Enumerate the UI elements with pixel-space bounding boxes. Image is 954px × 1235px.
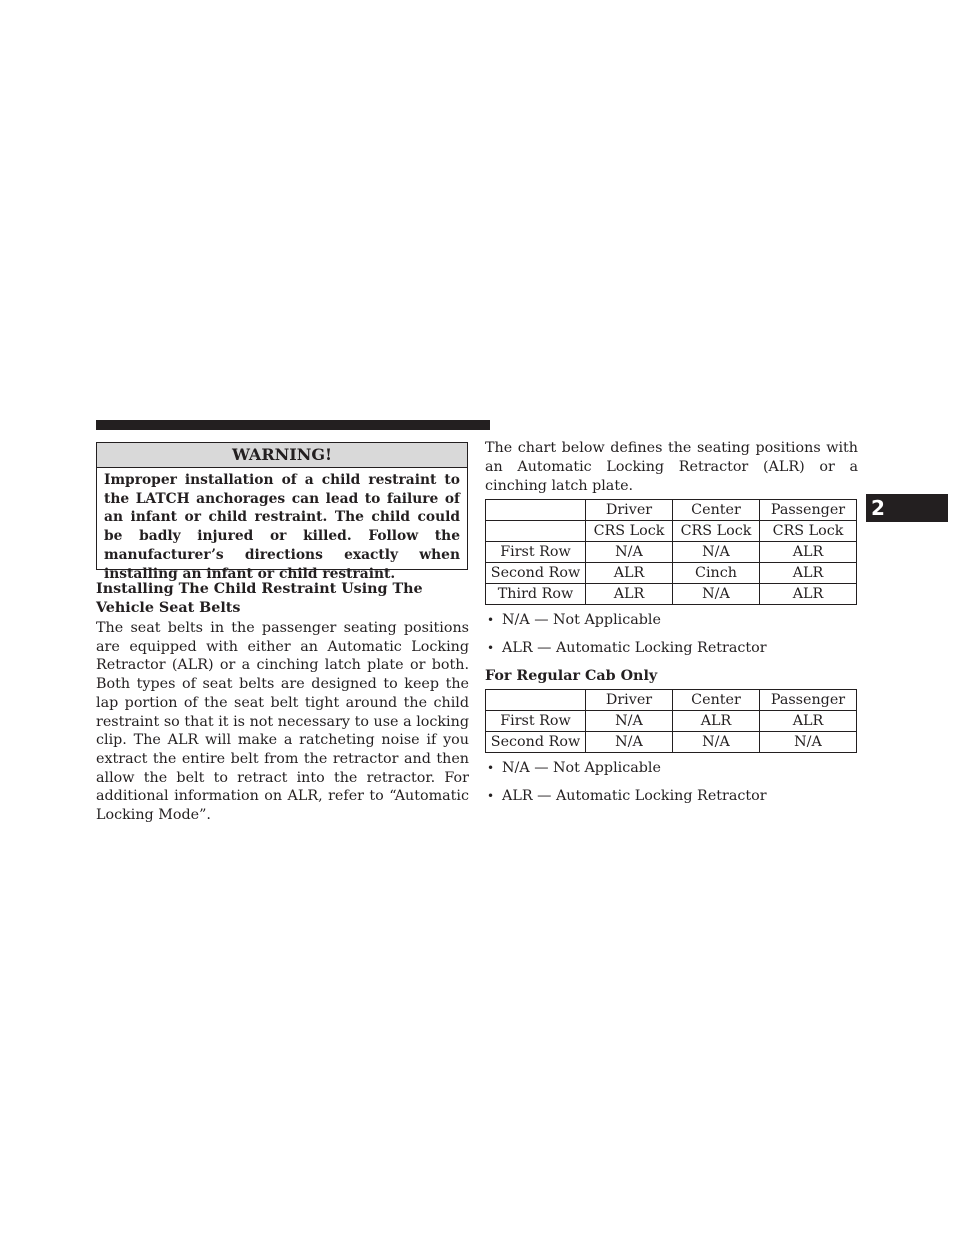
table-cell: N/A bbox=[673, 542, 760, 563]
bullet-icon: • bbox=[487, 613, 495, 627]
table-cell: N/A bbox=[760, 732, 857, 753]
table-cell: ALR bbox=[760, 711, 857, 732]
list-item-text: N/A — Not Applicable bbox=[502, 760, 661, 776]
table-cell: Passenger bbox=[760, 500, 857, 521]
table-cell: N/A bbox=[673, 732, 760, 753]
list-item bbox=[485, 758, 858, 786]
table-cell: N/A bbox=[586, 732, 673, 753]
table-cell: Center bbox=[673, 500, 760, 521]
regular-cab-table bbox=[485, 689, 857, 753]
table-cell: Third Row bbox=[486, 584, 586, 605]
seating-table bbox=[485, 499, 857, 605]
warning-text: Improper installation of a child restraint to the LATCH anchorages can lead to failure of an infant or child restraint. The child could be badly injured or killed. Follow the manufacturer’s directions exactly when installing an infant or child restraint. bbox=[104, 472, 460, 582]
list-item-text: ALR — Automatic Locking Retractor bbox=[502, 640, 767, 656]
list-item-text: N/A — Not Applicable bbox=[502, 612, 661, 628]
table-cell: N/A bbox=[673, 584, 760, 605]
table-cell: ALR bbox=[586, 584, 673, 605]
table-cell: Cinch bbox=[673, 563, 760, 584]
section-body: The seat belts in the passenger seating positions are equipped with either an Automatic Locking Retractor (ALR) or a cinching latch plate or both. Both types of seat belts are designed to keep the lap portion of the seat belt tight around the child restraint so that it is not necessary to use a locking clip. The ALR will make a ratcheting noise if you extract the entire belt from the retractor and then allow the belt to retract into the retractor. For additional information on ALR, refer to “Automatic Locking Mode”. bbox=[96, 620, 469, 824]
table-header-row bbox=[486, 500, 857, 521]
table-cell bbox=[486, 500, 586, 521]
table-cell: First Row bbox=[486, 711, 586, 732]
table-cell: ALR bbox=[760, 584, 857, 605]
legend-list-2 bbox=[485, 758, 858, 814]
table-cell bbox=[486, 690, 586, 711]
table-row bbox=[486, 584, 857, 605]
table-cell: CRS Lock bbox=[673, 521, 760, 542]
table-cell: ALR bbox=[586, 563, 673, 584]
table-row bbox=[486, 521, 857, 542]
chart-intro: The chart below defines the seating positions with an Automatic Locking Retractor (ALR) or a cinching latch plate. bbox=[485, 440, 858, 494]
bullet-icon: • bbox=[487, 789, 495, 803]
list-item bbox=[485, 786, 858, 814]
table-cell: CRS Lock bbox=[586, 521, 673, 542]
table-row bbox=[486, 711, 857, 732]
table-cell: ALR bbox=[673, 711, 760, 732]
table-cell: CRS Lock bbox=[760, 521, 857, 542]
list-item bbox=[485, 610, 858, 638]
table-cell bbox=[486, 521, 586, 542]
table-cell: Center bbox=[673, 690, 760, 711]
table-cell: Second Row bbox=[486, 563, 586, 584]
table-header-row bbox=[486, 690, 857, 711]
table-row bbox=[486, 542, 857, 563]
bullet-icon: • bbox=[487, 761, 495, 775]
bullet-icon: • bbox=[487, 641, 495, 655]
table-row bbox=[486, 563, 857, 584]
warning-title: WARNING! bbox=[97, 443, 467, 468]
chapter-tab: 2 bbox=[866, 494, 948, 522]
table-cell: First Row bbox=[486, 542, 586, 563]
regular-cab-heading: For Regular Cab Only bbox=[485, 668, 658, 684]
warning-box bbox=[96, 442, 468, 582]
table-cell: Second Row bbox=[486, 732, 586, 753]
table-cell: ALR bbox=[760, 563, 857, 584]
table-cell: ALR bbox=[760, 542, 857, 563]
list-item bbox=[485, 638, 858, 666]
section-divider-bar bbox=[96, 420, 490, 430]
section-heading: Installing The Child Restraint Using The Vehicle Seat Belts bbox=[96, 581, 423, 616]
table-row bbox=[486, 732, 857, 753]
table-cell: Driver bbox=[586, 500, 673, 521]
table-cell: Driver bbox=[586, 690, 673, 711]
legend-list bbox=[485, 610, 858, 666]
table-cell: Passenger bbox=[760, 690, 857, 711]
table-cell: N/A bbox=[586, 542, 673, 563]
table-cell: N/A bbox=[586, 711, 673, 732]
list-item-text: ALR — Automatic Locking Retractor bbox=[502, 788, 767, 804]
